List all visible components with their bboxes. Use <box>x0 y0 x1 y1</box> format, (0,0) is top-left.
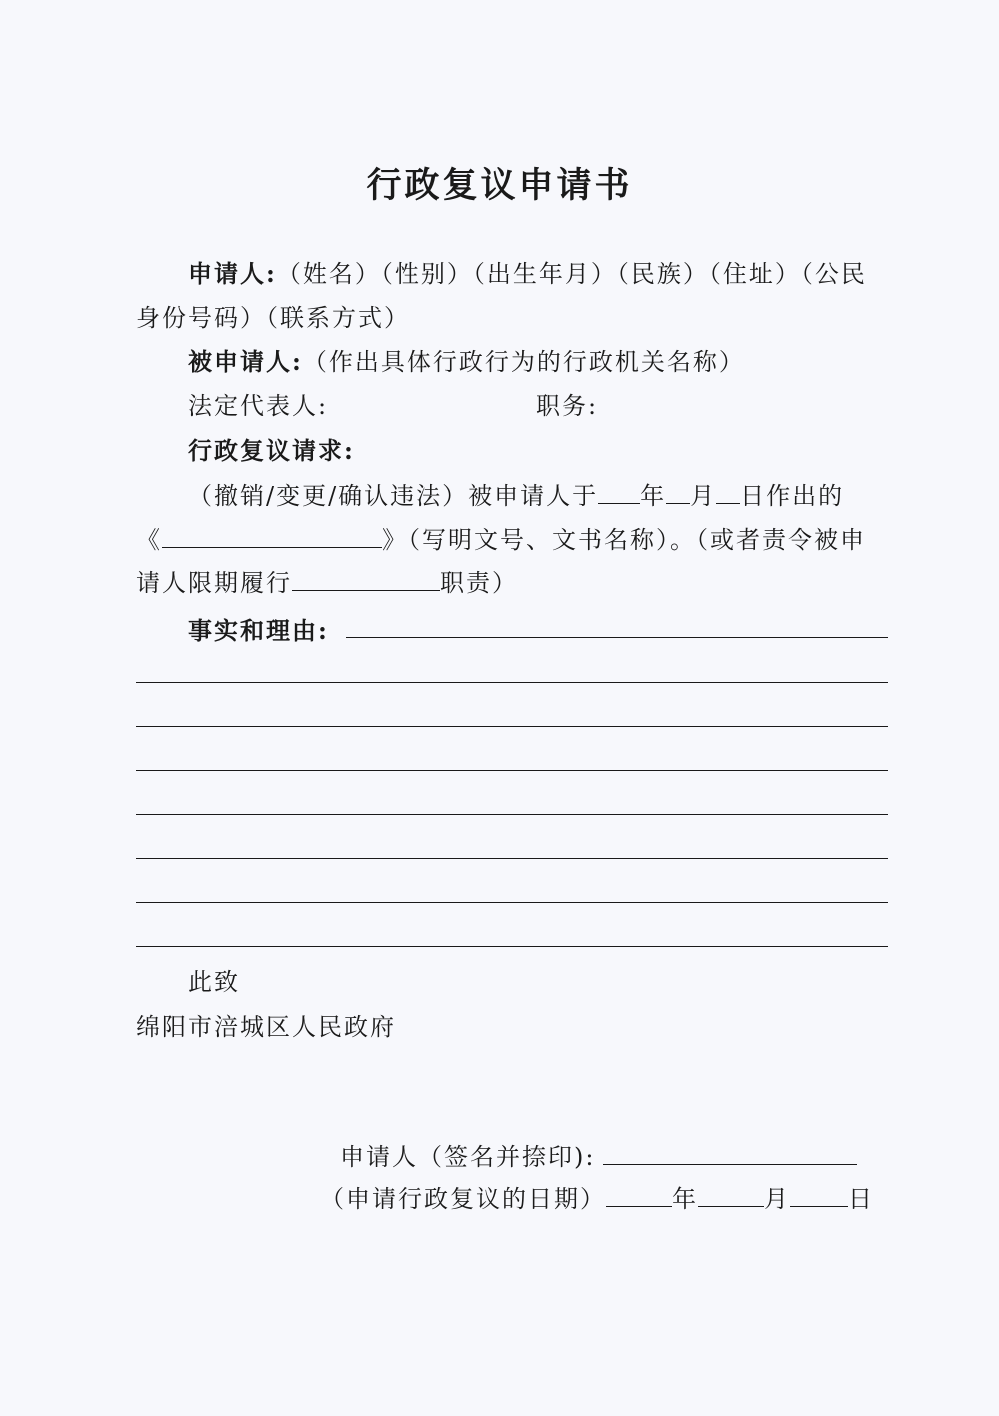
request-text-1b: 日作出的 <box>740 482 845 510</box>
facts-line-7[interactable] <box>136 902 888 903</box>
month-label: 月 <box>690 482 717 510</box>
page-title: 行政复议申请书 <box>366 165 633 206</box>
applicant-line-1 <box>188 259 867 289</box>
day-blank[interactable] <box>716 481 740 504</box>
request-line-1 <box>188 481 844 511</box>
position-label: 职务: <box>536 392 599 420</box>
respondent-text: （作出具体行政行为的行政机关名称） <box>302 348 745 376</box>
month-blank[interactable] <box>666 481 690 504</box>
request-text-2: 》（写明文号、文书名称）。（或者责令被申 <box>382 526 866 554</box>
facts-line-3[interactable] <box>136 726 888 727</box>
signature-blank[interactable] <box>603 1142 857 1165</box>
duty-blank[interactable] <box>292 568 440 591</box>
legal-rep-label: 法定代表人: <box>188 392 329 420</box>
facts-line-2[interactable] <box>136 682 888 683</box>
closing-greeting: 此致 <box>188 968 240 996</box>
date-line <box>320 1184 874 1214</box>
signature-line <box>340 1142 857 1172</box>
sign-year-blank[interactable] <box>606 1184 672 1207</box>
respondent-label: 被申请人: <box>188 347 303 376</box>
sign-day-blank[interactable] <box>790 1184 848 1207</box>
applicant-label: 申请人: <box>188 259 277 288</box>
facts-line-1[interactable] <box>346 637 888 638</box>
respondent-line <box>188 347 745 377</box>
year-blank[interactable] <box>598 481 640 504</box>
signature-label: 申请人（签名并捺印): <box>340 1143 596 1171</box>
open-quote: 《 <box>136 526 162 554</box>
request-line-2 <box>136 525 866 555</box>
facts-line-6[interactable] <box>136 858 888 859</box>
request-label: 行政复议请求: <box>188 436 355 465</box>
sign-month-label: 月 <box>764 1185 790 1213</box>
applicant-fields-1: （姓名）（性别）（出生年月）（民族）（住址）（公民 <box>276 260 867 288</box>
sign-day-label: 日 <box>848 1185 874 1213</box>
year-label: 年 <box>640 482 667 510</box>
request-text-3a: 请人限期履行 <box>136 569 292 597</box>
sign-month-blank[interactable] <box>698 1184 764 1207</box>
applicant-line-2: 身份号码）（联系方式） <box>136 304 410 332</box>
document-name-blank[interactable] <box>162 525 382 548</box>
request-text-3b: 职责） <box>440 569 518 597</box>
date-label: （申请行政复议的日期） <box>320 1185 606 1213</box>
closing-recipient: 绵阳市涪城区人民政府 <box>136 1013 396 1041</box>
request-text-1: （撤销/变更/确认违法）被申请人于 <box>188 482 599 510</box>
facts-line-5[interactable] <box>136 814 888 815</box>
facts-line-8[interactable] <box>136 946 888 947</box>
facts-line-4[interactable] <box>136 770 888 771</box>
sign-year-label: 年 <box>672 1185 698 1213</box>
facts-label: 事实和理由: <box>188 616 329 645</box>
request-line-3 <box>136 568 518 598</box>
